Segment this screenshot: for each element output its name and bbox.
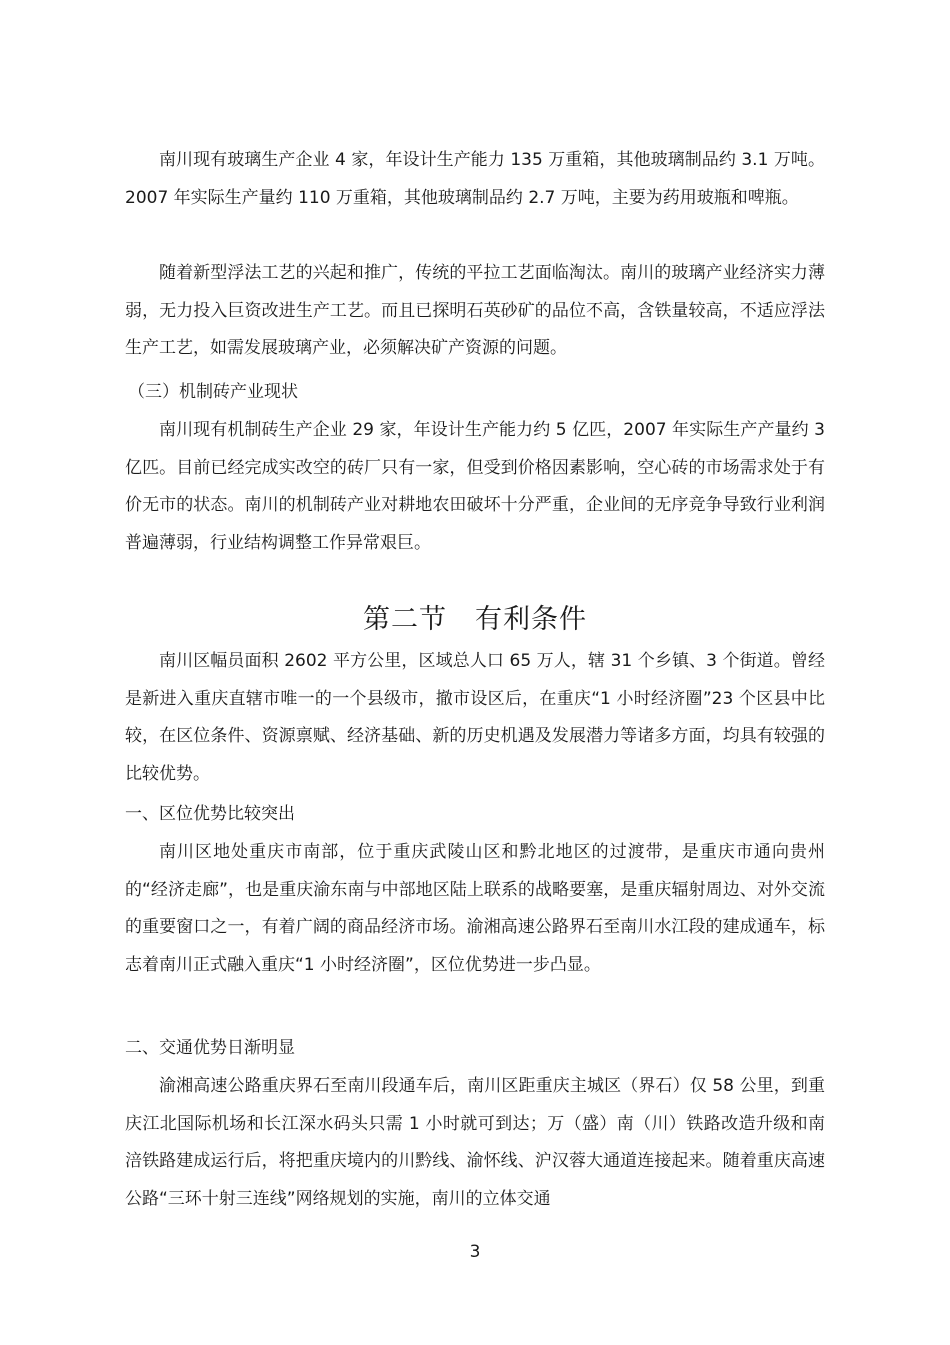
heading-location-advantage: 一、区位优势比较突出 (125, 804, 295, 824)
paragraph-glass-process: 随着新型浮法工艺的兴起和推广，传统的平拉工艺面临淘汰。南川的玻璃产业经济实力薄弱，无力投入巨资改进生产工艺。而且已探明石英砂矿的品位不高，含铁量较高，不适应浮法生产工艺，如需发展玻璃产业，必须解决矿产资源的问题。 (125, 263, 825, 358)
paragraph-glass-capacity: 南川现有玻璃生产企业 4 家，年设计生产能力 135 万重箱，其他玻璃制品约 3.1 万吨。2007 年实际生产量约 110 万重箱，其他玻璃制品约 2.7 万吨，主要为药用玻瓶和啤瓶。 (125, 150, 825, 208)
heading-brick-status: （三）机制砖产业现状 (128, 382, 298, 402)
section-title: 第二节 有利条件 (363, 604, 587, 635)
page-number: 3 (469, 1242, 481, 1262)
paragraph-transport: 渝湘高速公路重庆界石至南川段通车后，南川区距重庆主城区（界石）仅 58 公里，到重庆江北国际机场和长江深水码头只需 1 小时就可到达；万（盛）南（川）铁路改造升级和南涪铁路建成运行后，将把重庆境内的川黔线、渝怀线、沪汉蓉大通道连接起来。随着重庆高速公路“三环十射三连线”网络规划的实施，南川的立体交通 (125, 1076, 825, 1209)
paragraph-overview: 南川区幅员面积 2602 平方公里，区域总人口 65 万人，辖 31 个乡镇、3 个街道。曾经是新进入重庆直辖市唯一的一个县级市，撤市设区后，在重庆“1 小时经济圈”23 个区县中比较，在区位条件、资源禀赋、经济基础、新的历史机遇及发展潜力等诸多方面，均具有较强的比较优势。 (125, 651, 825, 784)
paragraph-brick: 南川现有机制砖生产企业 29 家，年设计生产能力约 5 亿匹，2007 年实际生产产量约 3 亿匹。目前已经完成实改空的砖厂只有一家，但受到价格因素影响，空心砖的市场需求处于有价无市的状态。南川的机制砖产业对耕地农田破坏十分严重，企业间的无序竞争导致行业利润普遍薄弱，行业结构调整工作异常艰巨。 (125, 420, 825, 553)
paragraph-location: 南川区地处重庆市南部，位于重庆武陵山区和黔北地区的过渡带，是重庆市通向贵州的“经济走廊”，也是重庆渝东南与中部地区陆上联系的战略要塞，是重庆辐射周边、对外交流的重要窗口之一，有着广阔的商品经济市场。渝湘高速公路界石至南川水江段的建成通车，标志着南川正式融入重庆“1 小时经济圈”，区位优势进一步凸显。 (125, 842, 825, 975)
heading-transport-advantage: 二、交通优势日渐明显 (125, 1038, 295, 1058)
